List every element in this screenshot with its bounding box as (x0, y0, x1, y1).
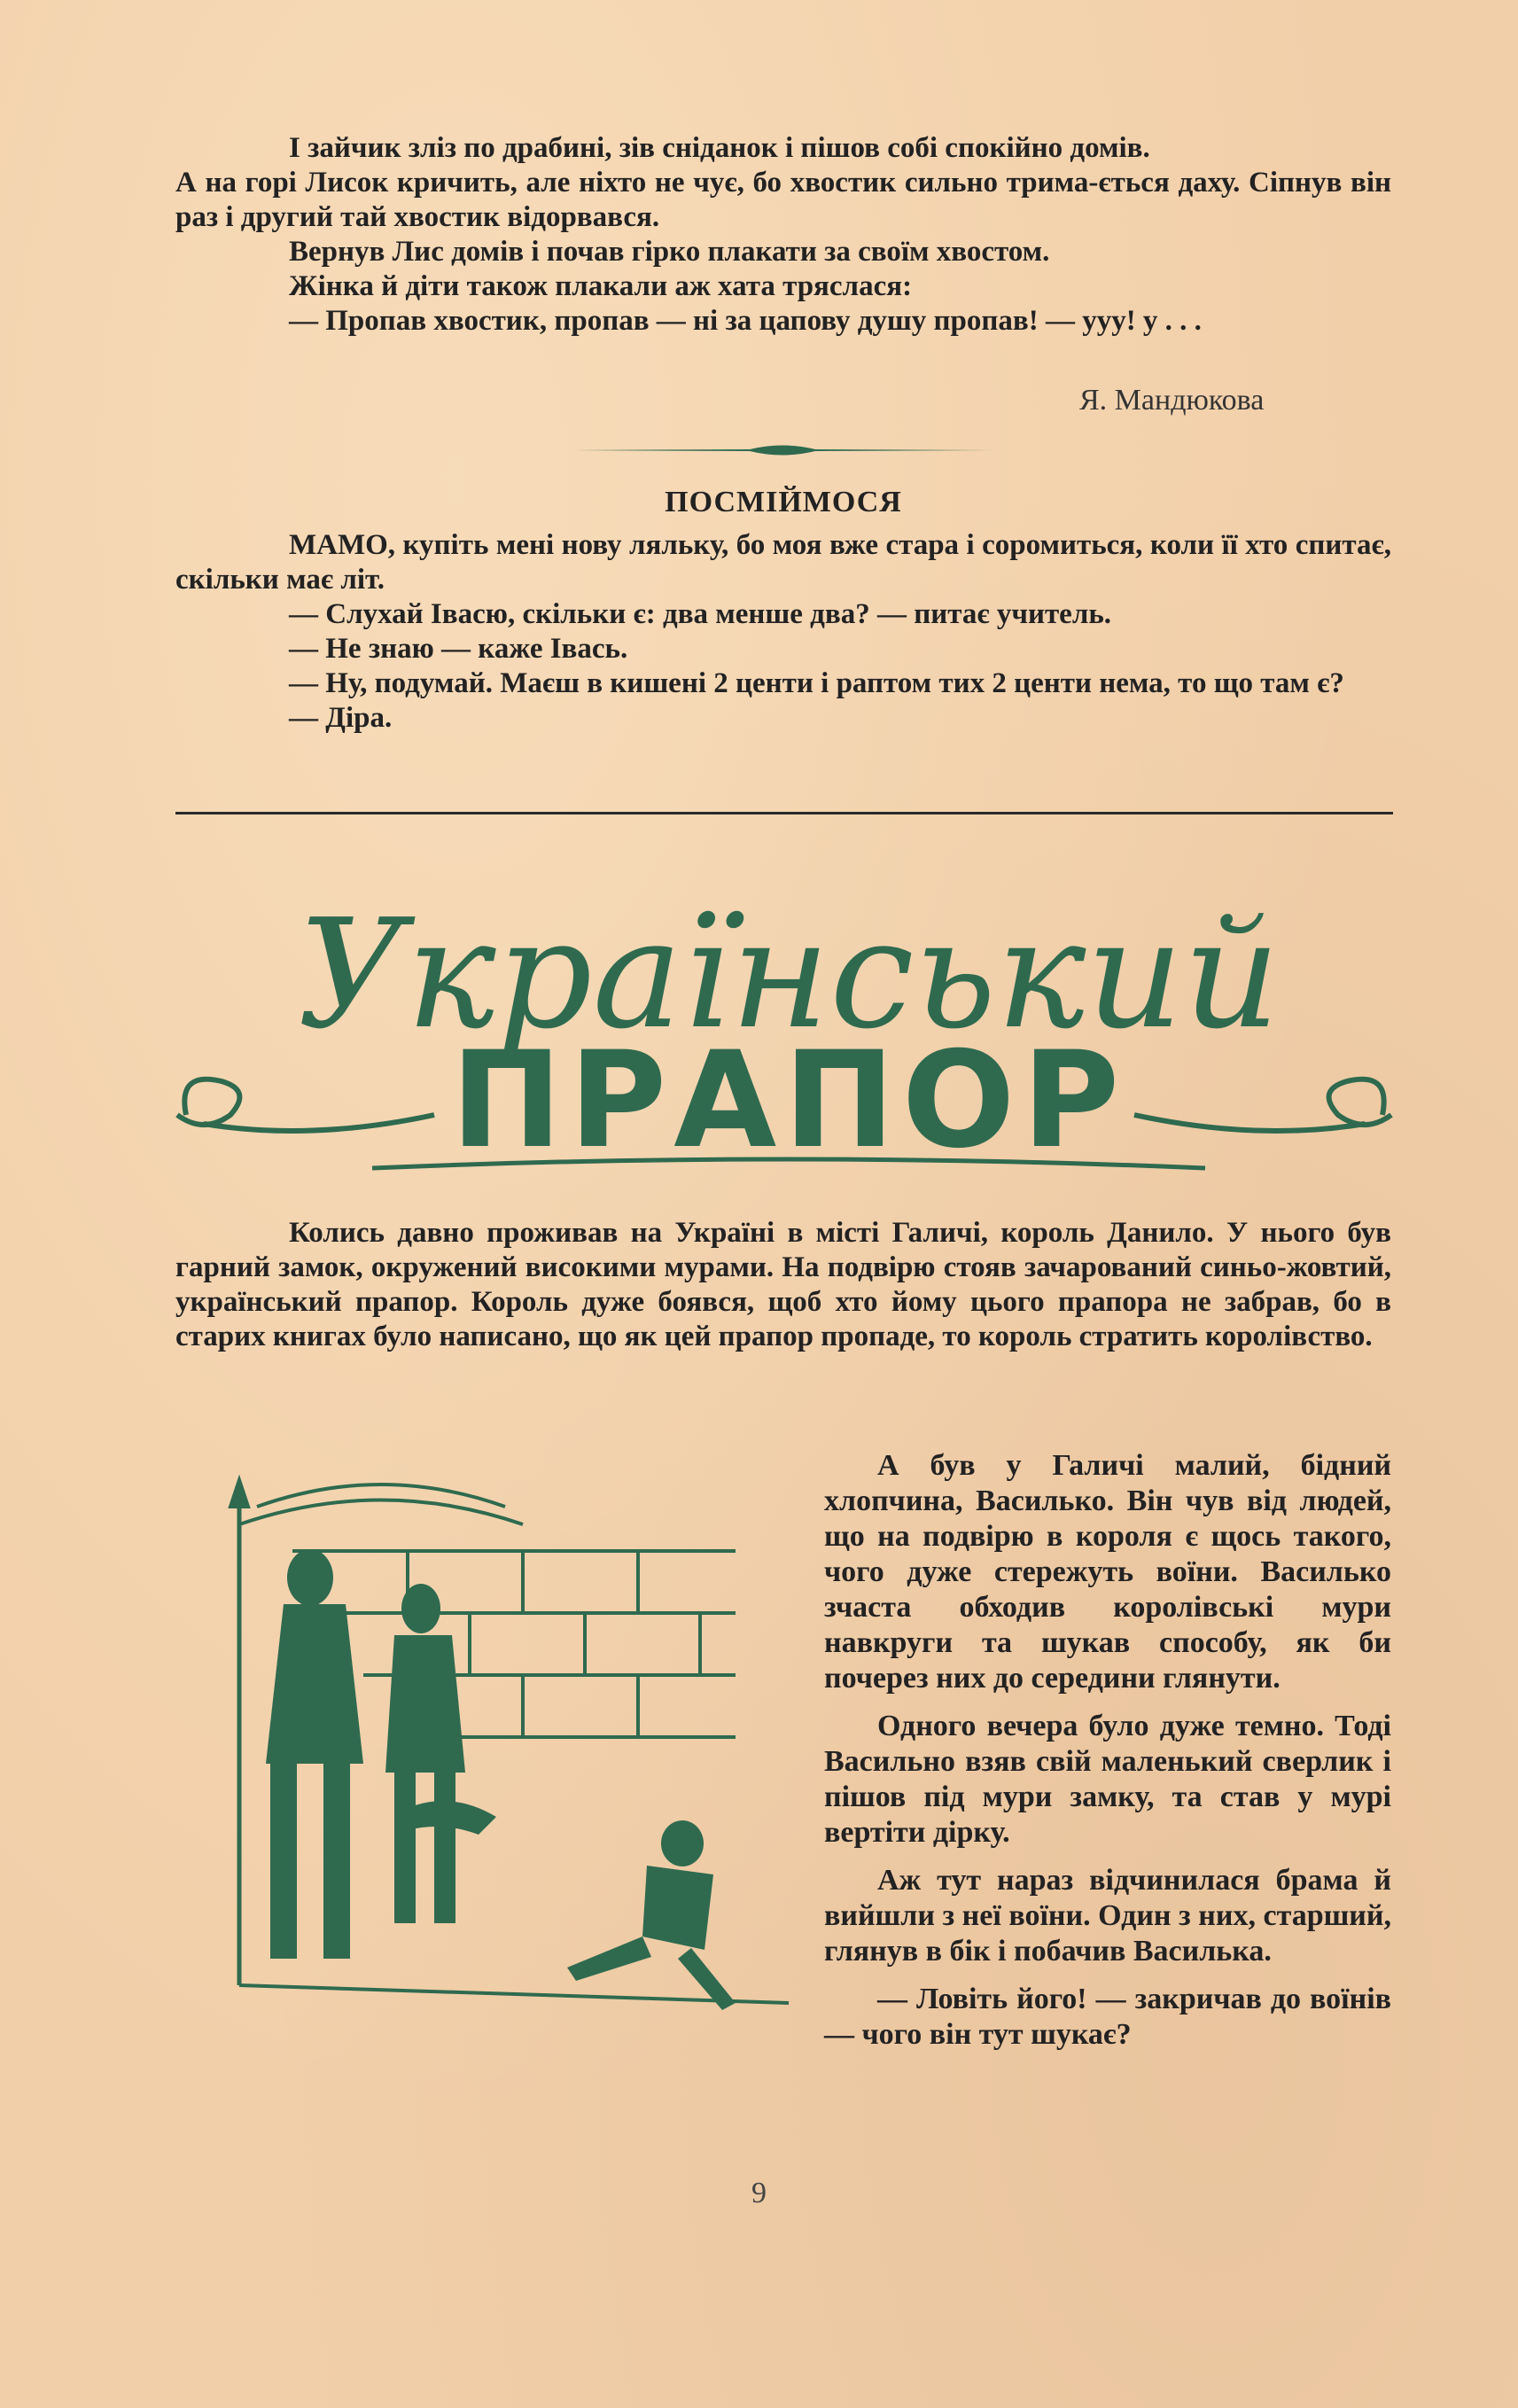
page-number: 9 (751, 2177, 767, 2209)
flourish-left (204, 1115, 434, 1131)
section-rule (175, 812, 1393, 814)
boy-body (642, 1866, 713, 1950)
joke-line: — Діра. (289, 702, 393, 734)
story-line: І зайчик зліз по драбині, зів сніданок і пішов собі спокійно домів. (289, 132, 1150, 164)
title-block-text: ПРАПОР (450, 1024, 1127, 1178)
article-title-art (168, 849, 1400, 1190)
guard1-head (287, 1549, 333, 1606)
jokes-heading: ПОСМІЙМОСЯ (665, 486, 902, 518)
arch (257, 1485, 505, 1507)
author-signature: Я. Мандюкова (1079, 384, 1265, 417)
story-line: Вернув Лис домів і почав гірко плакати за своїм хвостом. (289, 236, 1050, 268)
swirl-left (177, 1079, 239, 1125)
article-paragraph: Аж тут нараз відчинилася брама й вийшли з неї воїни. Один з них, старший, глянув в бік і побачив Василька. (824, 1864, 1391, 1968)
swirl-right (1329, 1079, 1391, 1125)
article-paragraph: А був у Галичі малий, бідний хлопчина, Василько. Він чув від людей, що на подвірю в короля є щось такого, чого дуже стережуть воїни. Василько зчаста обходив королівські мури навкруги та шукав способу, як би почерез них до середини глянути. (824, 1449, 1391, 1695)
ornament-divider (572, 440, 993, 461)
flourish-right (1134, 1115, 1365, 1131)
guard1-body (266, 1604, 363, 1764)
story-ending (175, 131, 1391, 339)
joke-line: — Не знаю — каже Івась. (289, 633, 628, 665)
joke-line: — Ну, подумай. Маєш в кишені 2 центи і раптом тих 2 центи нема, то що там є? (289, 667, 1344, 699)
story-line: Жінка й діти також плакали аж хата тряслася: (289, 270, 913, 302)
joke-line: — Слухай Івасю, скільки є: два менше два? — питає учитель. (289, 598, 1112, 630)
illustration-guards-and-boy (186, 1471, 806, 2021)
boy-head (661, 1820, 704, 1866)
article-paragraph: Одного вечера було дуже темно. Тоді Васильно взяв свій маленький сверлик і пішов під мури замку, та став у мурі вертіти дірку. (824, 1710, 1391, 1849)
jokes-section (175, 528, 1391, 736)
article-intro (175, 1216, 1391, 1354)
story-line: А на горі Лисок кричить, але ніхто не чує, бо хвостик сильно трима-ється даху. Сіпнув він раз і другий тай хвостик відорвався. (175, 167, 1391, 233)
wall-lines (292, 1551, 736, 1737)
intro-paragraph: Колись давно проживав на Україні в місті Галичі, король Данило. У нього був гарний замок, окружений високими мурами. На подвірю стояв зачарований синьо-жовтий, український прапор. Король дуже боявся, щоб хто йому цього прапора не забрав, бо в старих книгах було написано, що як цей прапор пропаде, то король стратить королівство. (175, 1217, 1391, 1352)
story-line: — Пропав хвостик, пропав — ні за цапову душу пропав! — ууу! у . . . (289, 305, 1202, 337)
guard2-head (401, 1584, 440, 1633)
joke-line: МАМО, купіть мені нову ляльку, бо моя вже стара і соромиться, коли її хто спитає, скільки має літ. (175, 529, 1391, 596)
article-right-column (824, 1448, 1391, 2065)
article-paragraph: — Ловіть його! — закричав до воїнів — чого він тут шукає? (824, 1983, 1391, 2051)
title-script-text: Український (297, 887, 1281, 1063)
